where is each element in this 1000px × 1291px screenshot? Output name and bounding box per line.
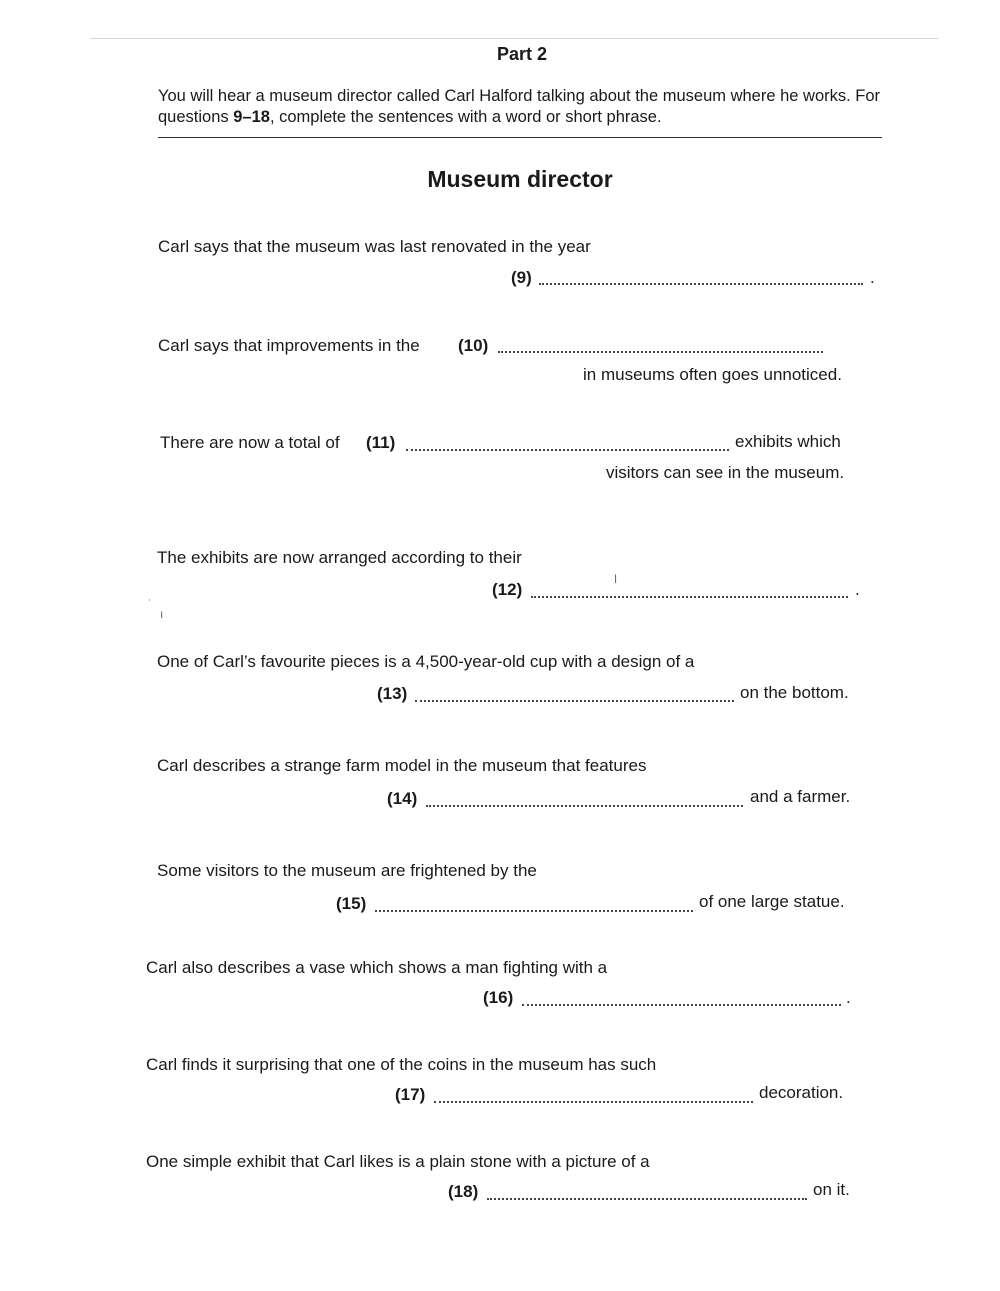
question-15-number: (15) <box>336 894 367 913</box>
answer-input-10[interactable] <box>498 333 823 353</box>
question-17-end: decoration. <box>759 1083 844 1102</box>
question-9-number: (9) <box>511 268 532 287</box>
question-12-number: (12) <box>492 580 523 599</box>
answer-input-12[interactable] <box>531 578 848 598</box>
page-title: Museum director <box>427 166 613 192</box>
question-11-end: visitors can see in the museum. <box>606 463 845 482</box>
question-15-end: of one large statue. <box>699 892 845 911</box>
question-12-end: . <box>855 580 860 599</box>
question-14-text: Carl describes a strange farm model in the museum that features <box>157 756 647 775</box>
question-16-number: (16) <box>483 988 514 1007</box>
question-9-text: Carl says that the museum was last renovated in the year <box>158 237 591 256</box>
instructions <box>158 86 888 128</box>
question-18-end: on it. <box>813 1180 850 1199</box>
question-11-text: There are now a total of <box>160 433 340 452</box>
answer-input-15[interactable] <box>375 892 693 912</box>
question-10-end: in museums often goes unnoticed. <box>583 365 842 384</box>
question-13-number: (13) <box>377 684 408 703</box>
question-range: 9–18 <box>233 108 270 126</box>
answer-input-17[interactable] <box>434 1083 753 1103</box>
question-17-text: Carl finds it surprising that one of the coins in the museum has such <box>146 1055 657 1074</box>
question-14-end: and a farmer. <box>750 787 851 806</box>
top-divider <box>90 38 938 39</box>
answer-input-13[interactable] <box>415 682 734 702</box>
instructions-rule <box>158 137 882 138</box>
answer-input-9[interactable] <box>539 265 863 285</box>
scan-mark: ı <box>160 607 164 621</box>
question-17-number: (17) <box>395 1085 426 1104</box>
question-14-number: (14) <box>387 789 418 808</box>
scan-mark: ǀ <box>614 572 618 586</box>
answer-input-14[interactable] <box>426 787 743 807</box>
answer-input-16[interactable] <box>522 986 841 1006</box>
part-heading: Part 2 <box>496 44 548 64</box>
question-15-text: Some visitors to the museum are frightened by the <box>157 861 537 880</box>
question-10-text: Carl says that improvements in the <box>158 336 420 355</box>
question-12-text: The exhibits are now arranged according to their <box>157 548 522 567</box>
instructions-text-end: , complete the sentences with a word or short phrase. <box>269 108 662 126</box>
question-16-text: Carl also describes a vase which shows a man fighting with a <box>146 958 608 977</box>
answer-input-11[interactable] <box>406 431 729 451</box>
question-13-text: One of Carl’s favourite pieces is a 4,500-year-old cup with a design of a <box>157 652 695 671</box>
question-11-after: exhibits which <box>735 432 841 451</box>
scan-mark: ˙ <box>148 597 152 611</box>
question-18-number: (18) <box>448 1182 479 1201</box>
question-9-end: . <box>870 268 875 287</box>
question-18-text: One simple exhibit that Carl likes is a plain stone with a picture of a <box>146 1152 650 1171</box>
answer-input-18[interactable] <box>487 1180 807 1200</box>
question-13-end: on the bottom. <box>740 683 849 702</box>
question-16-end: . <box>846 988 851 1007</box>
question-10-number: (10) <box>458 336 489 355</box>
question-11-number: (11) <box>366 433 396 452</box>
instructions-text: You will hear a museum director called Carl Halford talking about the museum where he works. For questions <box>158 87 881 126</box>
